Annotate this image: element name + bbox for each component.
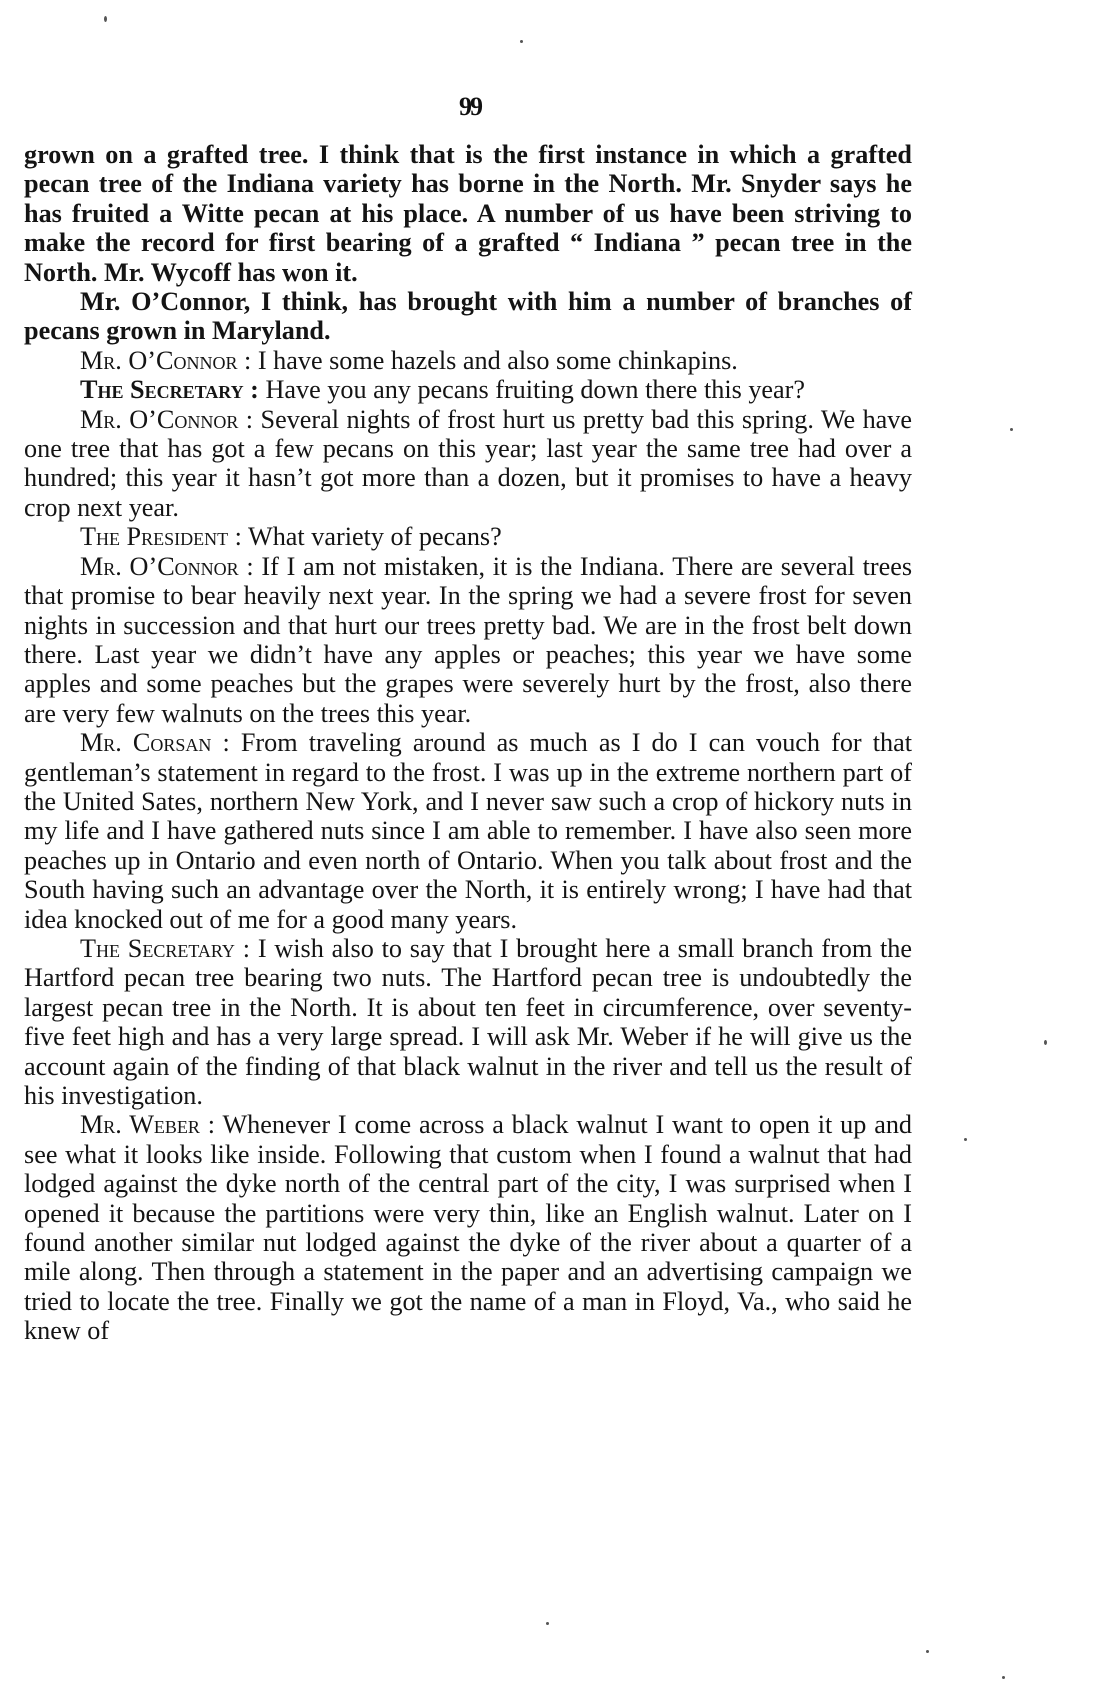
- paragraph-10: [24, 1110, 912, 1345]
- scan-speck: [1002, 1676, 1005, 1679]
- paragraph-8: [24, 728, 912, 934]
- scan-speck: [104, 16, 107, 22]
- paragraph-6: [24, 522, 912, 551]
- paragraph-9-text: I wish also to say that I brought here a small branch from the Hartford pecan tree bearing two nuts. The Hartford pecan tree is undoubtedly the largest pecan tree in the North. It is about ten feet in circumference, over seventy-five feet high and has a very large spread. I will ask Mr. Weber if he will give us the account again of the finding of that black walnut in the river and tell us the result of his investigation.: [24, 933, 912, 1110]
- speaker-weber: Mr. Weber :: [80, 1110, 216, 1140]
- paragraph-7: [24, 552, 912, 728]
- paragraph-5: [24, 405, 912, 523]
- paragraph-2-text: Mr. O’Connor, I think, has brought with him a number of branches of pecans grown in Maryland.: [24, 287, 912, 346]
- speaker-corsan: Mr. Corsan :: [80, 728, 230, 758]
- paragraph-1: [24, 140, 912, 287]
- paragraph-6-text: What variety of pecans?: [248, 522, 502, 552]
- scan-speck: [520, 40, 523, 43]
- scan-speck: [964, 1138, 967, 1141]
- speaker-oconnor: Mr. O’Connor :: [80, 345, 252, 375]
- scan-speck: [926, 1650, 929, 1653]
- speaker-secretary: The Secretary :: [80, 375, 259, 405]
- paragraph-3-text: I have some hazels and also some chinkapins.: [257, 345, 738, 375]
- paragraph-4-text: Have you any pecans fruiting down there this year?: [265, 375, 806, 405]
- speaker-secretary: The Secretary :: [80, 933, 251, 963]
- page-number: 99: [459, 92, 481, 121]
- paragraph-4: [24, 375, 912, 404]
- scan-speck: [1044, 1040, 1047, 1045]
- paragraph-2: [24, 287, 912, 346]
- paragraph-5-text: Several nights of frost hurt us pretty bad this spring. We have one tree that has got a few pecans on this year; last year the same tree had over a hundred; this year it hasn’t got more than a dozen, but it promises to have a heavy crop next year.: [24, 404, 912, 522]
- paragraph-10-text: Whenever I come across a black walnut I want to open it up and see what it looks like inside. Following that custom when I found a walnut that had lodged against the dyke north of the central part of the city, I was surprised when I opened it because the partitions were very thin, like an English walnut. Later on I found another similar nut lodged against the dyke of the river about a quarter of a mile along. Then through a statement in the paper and an advertising campaign we tried to locate the tree. Finally we got the name of a man in Floyd, Va., who said he knew of: [24, 1110, 913, 1346]
- speaker-president: The President :: [80, 522, 242, 552]
- paragraph-8-text: From traveling around as much as I do I can vouch for that gentleman’s statement in regard to the frost. I was up in the extreme northern part of the United Sates, northern New York, and I never saw such a crop of hickory nuts in my life and I have gathered nuts since I am able to remember. I have also seen more peaches up in Ontario and even north of Ontario. When you talk about frost and the South having such an advantage over the North, it is entirely wrong; I have had that idea knocked out of me for a good many years.: [24, 728, 912, 934]
- speaker-oconnor: Mr. O’Connor :: [80, 551, 254, 581]
- paragraph-7-text: If I am not mistaken, it is the Indiana. There are several trees that promise to bear heavily next year. In the spring we had a severe frost for seven nights in succession and that hurt our trees pretty bad. We are in the frost belt down there. Last year we didn’t have any apples or peaches; this year we have some apples and some peaches but the grapes were severely hurt by the frost, also there are very few walnuts on the trees this year.: [24, 551, 913, 728]
- paragraph-3: [24, 346, 912, 375]
- paragraph-9: [24, 934, 912, 1110]
- body-text: [24, 140, 912, 1346]
- paragraph-1-text: grown on a grafted tree. I think that is the first instance in which a grafted pecan tree of the Indiana variety has borne in the North. Mr. Snyder says he has fruited a Witte pecan at his place. A number of us have been striving to make the record for first bearing of a grafted “ Indiana ” pecan tree in the North. Mr. Wycoff has won it.: [24, 140, 912, 287]
- scan-speck: [1010, 428, 1013, 431]
- scan-speck: [546, 1622, 549, 1625]
- speaker-oconnor: Mr. O’Connor :: [80, 404, 254, 434]
